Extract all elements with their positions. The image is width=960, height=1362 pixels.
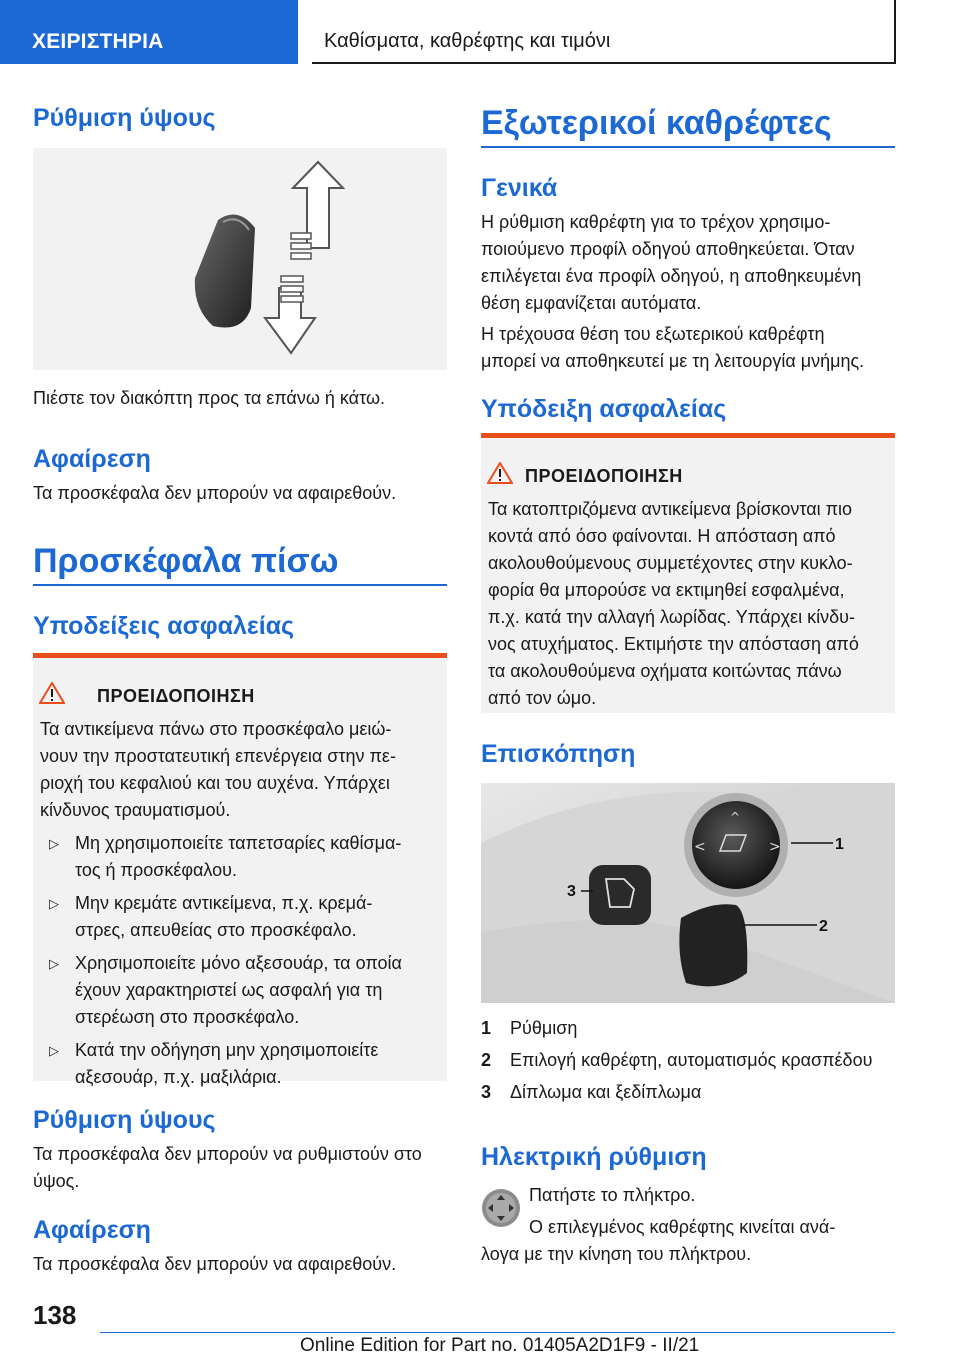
heading-rear-headrests: Προσκέφαλα πίσω	[33, 542, 339, 580]
electric-text-line: Ο επιλεγμένος καθρέφτης κινείται ανά-	[529, 1217, 836, 1237]
section-tab: ΧΕΙΡΙΣΤΗΡΙΑ	[0, 0, 298, 64]
bullet-line: τος ή προσκέφαλου.	[75, 860, 238, 880]
headrest-switch-figure	[33, 148, 447, 370]
bullet-arrow-icon: ▷	[49, 896, 59, 911]
svg-text:<: <	[694, 839, 706, 855]
warning-line: ριοχή του κεφαλιού και του αυχένα. Υπάρχει	[40, 773, 390, 793]
general-text-line: θέση εμφανίζεται αυτόματα.	[481, 293, 702, 313]
warning-line: ακολουθούμενους συμμετέχοντες στην κυκλο-	[488, 553, 853, 573]
headrest-switch-illustration	[33, 148, 447, 370]
heading-safety-notes: Υποδείξεις ασφαλείας	[33, 612, 295, 640]
heading-removal: Αφαίρεση	[33, 445, 151, 473]
callout-3: 3	[567, 883, 576, 900]
bullet-line: Χρησιμοποιείτε μόνο αξεσουάρ, τα οποία	[75, 953, 402, 973]
heading-overview: Επισκόπηση	[481, 740, 636, 768]
legend-text: Ρύθμιση	[510, 1018, 578, 1038]
bullet-line: έχουν χαρακτηριστεί ως ασφαλή για τη	[75, 980, 383, 1000]
legend-text: Δίπλωμα και ξεδίπλωμα	[510, 1082, 702, 1102]
general-text-line: Η τρέχουσα θέση του εξωτερικού καθρέφτη	[481, 324, 825, 344]
bullet-line: στρες, απευθείας στο προσκέφαλο.	[75, 920, 357, 940]
warning-line: νουν την προστατευτική επενέργεια στην πε-	[40, 746, 396, 766]
callout-2: 2	[819, 918, 828, 935]
warning-line: νος ατυχήματος. Εκτιμήστε την απόσταση από	[488, 634, 859, 654]
general-text-line: Η ρύθμιση καθρέφτη για το τρέχον χρησιμο-	[481, 212, 831, 232]
warning-box-mirror	[481, 433, 895, 713]
warning-line: Τα κατοπτριζόμενα αντικείμενα βρίσκονται πιο	[488, 499, 853, 519]
warning-line: Τα αντικείμενα πάνω στο προσκέφαλο μειώ-	[40, 719, 392, 739]
warning-line: φορία θα μπορούσε να εκτιμηθεί εσφαλμένα,	[488, 580, 845, 600]
legend-number: 3	[481, 1082, 492, 1102]
mirror-joystick-button-icon	[481, 1188, 521, 1228]
warning-line: π.χ. κατά την αλλαγή λωρίδας. Υπάρχει κίνδυ-	[488, 607, 855, 627]
warning-box	[33, 653, 447, 1087]
warning-triangle-icon	[487, 462, 513, 484]
removal-text: Τα προσκέφαλα δεν μπορούν να αφαιρεθούν.	[33, 483, 397, 503]
bullet-line: αξεσουάρ, π.χ. μαξιλάρια.	[75, 1067, 282, 1087]
footer-rule	[100, 1332, 895, 1333]
general-text-line: ποιούμενο προφίλ οδηγού αποθηκεύεται. Όταν	[481, 239, 855, 259]
warning-title: ΠΡΟΕΙΔΟΠΟΙΗΣΗ	[97, 686, 255, 706]
warning-line: κίνδυνος τραυματισμού.	[40, 800, 231, 820]
callout-1: 1	[835, 836, 844, 853]
bullet-arrow-icon: ▷	[49, 836, 59, 851]
svg-text:^: ^	[730, 810, 741, 824]
height-text-line: ύψος.	[33, 1171, 80, 1191]
warning-line: τα ακολουθούμενα οχήματα κοιτώντας πάνω	[488, 661, 842, 681]
heading-electric-adjustment: Ηλεκτρική ρύθμιση	[481, 1143, 707, 1171]
electric-text: Πατήστε το πλήκτρο.	[529, 1185, 696, 1205]
warning-line: από τον ώμο.	[488, 688, 597, 708]
bullet-line: Μην κρεμάτε αντικείμενα, π.χ. κρεμά-	[75, 893, 373, 913]
page-number: 138	[33, 1300, 77, 1330]
heading-safety-note: Υπόδειξη ασφαλείας	[481, 395, 727, 423]
removal-text-2: Τα προσκέφαλα δεν μπορούν να αφαιρεθούν.	[33, 1254, 397, 1274]
legend-number: 1	[481, 1018, 492, 1038]
general-text-line: επιλέγεται ένα προφίλ οδηγού, η αποθηκευμένη	[481, 266, 862, 286]
heading-removal-2: Αφαίρεση	[33, 1216, 151, 1244]
heading-underline	[481, 146, 895, 148]
svg-text:>: >	[769, 839, 781, 855]
warning-triangle-icon	[39, 682, 65, 704]
mirror-controls-figure	[481, 783, 895, 1003]
heading-exterior-mirrors: Εξωτερικοί καθρέφτες	[481, 104, 832, 142]
bullet-line: Κατά την οδήγηση μην χρησιμοποιείτε	[75, 1040, 379, 1060]
bullet-arrow-icon: ▷	[49, 1043, 59, 1058]
legend-number: 2	[481, 1050, 492, 1070]
mirror-controls-illustration	[481, 783, 895, 1003]
heading-height-adjustment: Ρύθμιση ύψους	[33, 104, 216, 132]
heading-height-adjustment-2: Ρύθμιση ύψους	[33, 1106, 216, 1134]
chapter-title: Καθίσματα, καθρέφτης και τιμόνι	[312, 0, 896, 64]
warning-title: ΠΡΟΕΙΔΟΠΟΙΗΣΗ	[525, 466, 683, 486]
general-text-line: μπορεί να αποθηκευτεί με τη λειτουργία μνήμης.	[481, 351, 865, 371]
figure-caption: Πιέστε τον διακόπτη προς τα επάνω ή κάτω.	[33, 388, 386, 408]
warning-line: κοντά από όσο φαίνονται. Η απόσταση από	[488, 526, 836, 546]
footer-edition: Online Edition for Part no. 01405A2D1F9 - II/21	[300, 1335, 700, 1356]
height-text-line: Τα προσκέφαλα δεν μπορούν να ρυθμιστούν στο	[33, 1144, 422, 1164]
electric-text-line: λογα με την κίνηση του πλήκτρου.	[481, 1244, 752, 1264]
heading-underline	[33, 584, 447, 586]
bullet-line: στερέωση στο προσκέφαλο.	[75, 1007, 300, 1027]
legend-text: Επιλογή καθρέφτη, αυτοματισμός κρασπέδου	[510, 1050, 873, 1070]
bullet-arrow-icon: ▷	[49, 956, 59, 971]
heading-general: Γενικά	[481, 174, 558, 202]
bullet-line: Μη χρησιμοποιείτε ταπετσαρίες καθίσμα-	[75, 833, 402, 853]
